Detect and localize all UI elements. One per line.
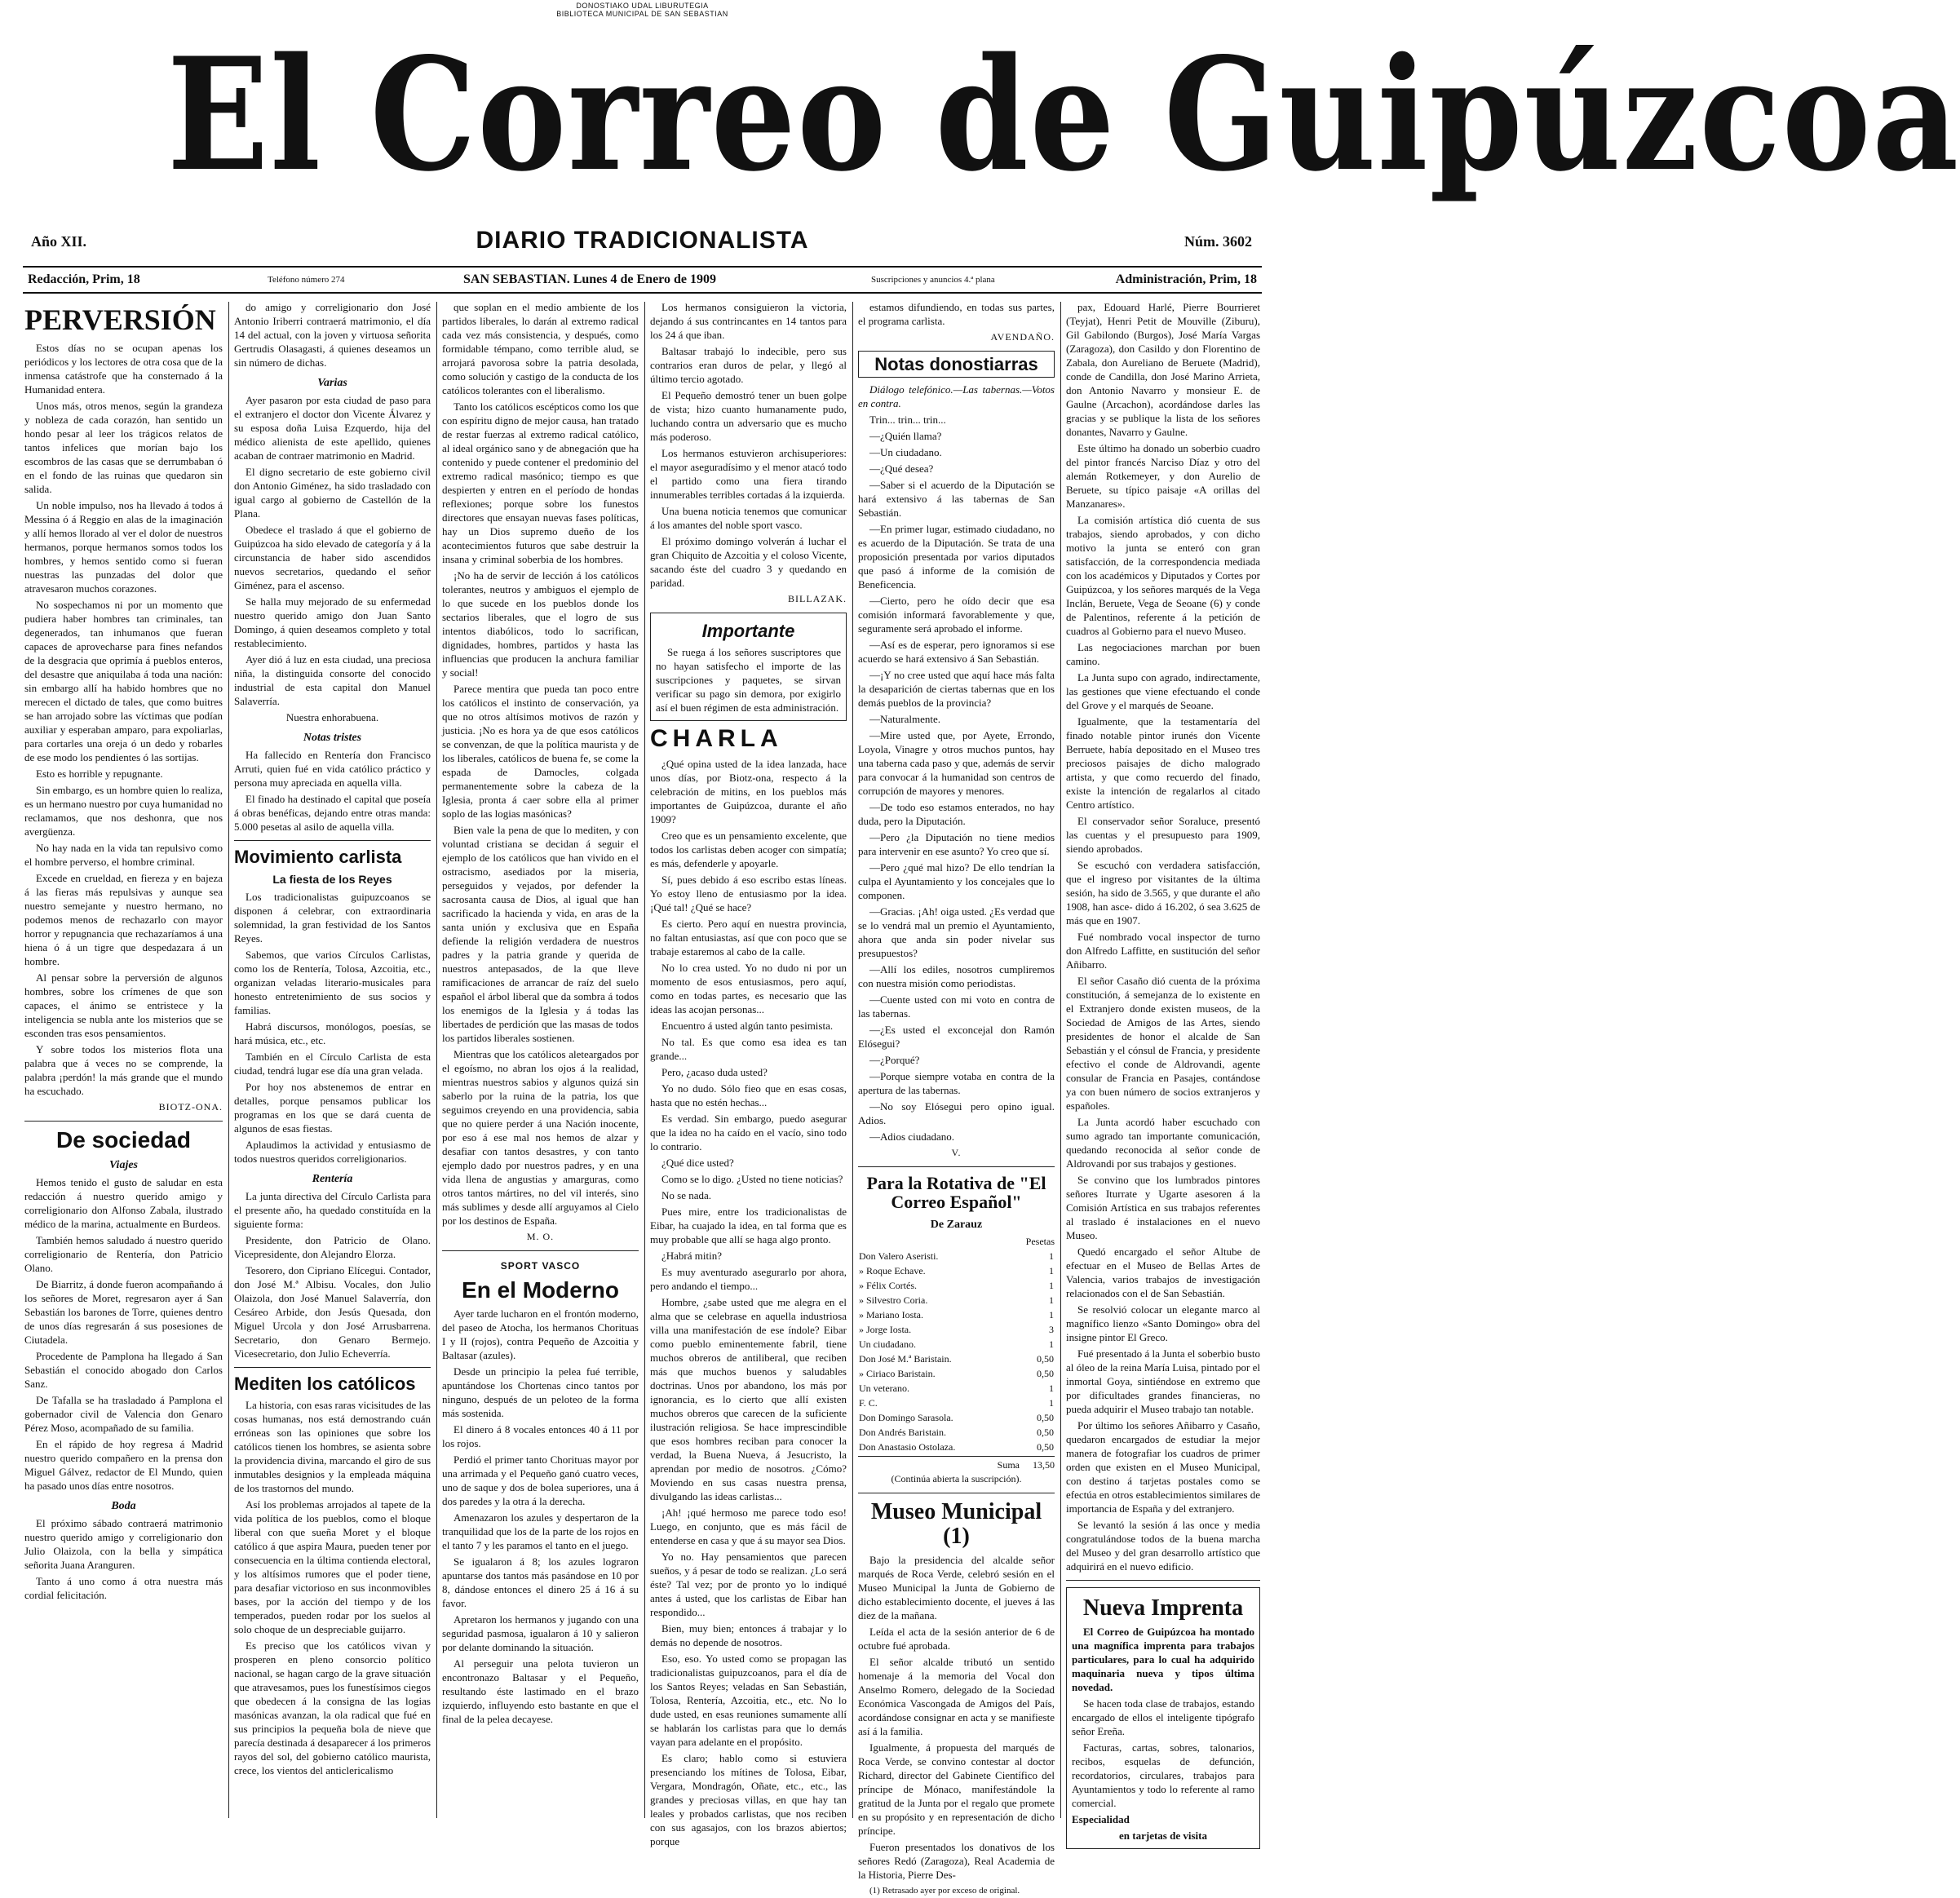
article-paragraph: La historia, con esas raras vicisitudes de las cosas humanas, nos está demostrando cuán erróneas son las opiniones que sobre los católicos tienen los hombres, se asienta sobre la providencia divina, marcando el giro de sus inmutables designios y la empleada máquina de los trastornos del mundo. — [234, 1399, 431, 1495]
article-paragraph: El conservador señor Soraluce, presentó las cuentas y el presupuesto para 1909, siendo aprobados. — [1066, 815, 1260, 855]
article-paragraph: —Cierto, pero he oído decir que esa comisión informará favorablemente y que, seguramente será aprobado el informe. — [858, 595, 1055, 635]
subscriber-name: Don Valero Aseristi. — [859, 1250, 939, 1263]
telephone: Teléfono número 274 — [268, 275, 345, 285]
article-paragraph: —¿Qué desea? — [869, 462, 934, 476]
article-paragraph: Los hermanos consiguieron la victoria, dejando á sus contrincantes en 14 tantos para los 24 á que iban. — [650, 301, 847, 341]
subsection-heading: Viajes — [108, 1159, 138, 1172]
subscriber-amount: 1 — [1049, 1265, 1054, 1277]
article-paragraph: Procedente de Pamplona ha llegado á San Sebastián el conocido abogado don Carlos Sanz. — [24, 1350, 223, 1391]
article-paragraph: Quedó encargado el señor Altube de efectuar en el Museo de Bellas Artes de Valencia, varios trabajos de investigación relacionados con el de San Sebastián. — [1066, 1245, 1260, 1299]
subscriber-amount: 1 — [1049, 1383, 1054, 1395]
museo-headline: Museo Municipal (1) — [870, 1499, 1042, 1549]
subtitle-line — [24, 222, 1260, 254]
column-rule — [1060, 302, 1061, 1818]
article-paragraph: El digno secretario de este gobierno civil don Antonio Giménez, ha sido trasladado con igual cargo al gobierno de Castellón de la Plana. — [234, 466, 431, 520]
article-paragraph: que soplan en el medio ambiente de los partidos liberales, lo darán al extremo radical cada vez más consistencia, y después, como formidable témpano, como terrible alud, se arrojará pavorosa sobre la patria desolada, como solución y castigo de la conducta de los católicos tolerantes con el liberalismo. — [442, 301, 639, 396]
article-signature: BIOTZ-ONA. — [158, 1100, 223, 1113]
subscription-row — [858, 1352, 1055, 1366]
subscription-row — [858, 1249, 1055, 1263]
article-paragraph: do amigo y correligionario don José Antonio Iriberri contraerá matrimonio, el día 14 del actual, con la joven y virtuosa señorita Gertrudis Olasagasti, á quienes deseamos un sin número de dichas. — [234, 301, 431, 369]
subscriber-name: » Mariano Iosta. — [859, 1309, 923, 1321]
article-paragraph: La comisión artística dió cuenta de sus trabajos, siendo aprobados, y con dicho motivo la junta se enteró con gran satisfacción, de la correspondencia mediada con los académicos y Diputados y Cortes por Guipúzcoa, y los señores marqués de la Vega Inclán, Beruete, Vega de Seoane (6) y conde de Palentinos, referente á la petición de cuadros al Gobierno para el nuevo Museo. — [1066, 514, 1260, 637]
article-paragraph: Una buena noticia tenemos que comunicar á los amantes del noble sport vasco. — [650, 505, 847, 531]
article-paragraph: Perdió el primer tanto Chorituas mayor por una arrimada y el Pequeño ganó cuatro veces, uno de saque y dos de bolea superiores, una á dos paredes y la otra á la derecha. — [442, 1453, 639, 1508]
column-4 — [650, 300, 847, 1847]
article-paragraph: ¿Habrá mitin? — [661, 1249, 722, 1262]
subsection-heading: Notas tristes — [303, 732, 362, 744]
article-paragraph: No tal. Es que como esa idea es tan grande... — [650, 1035, 847, 1062]
article-paragraph: —Porque siempre votaba en contra de la apertura de las tabernas. — [858, 1070, 1055, 1097]
article-paragraph: —Pero ¿qué mal hizo? De ello tendrían la culpa el Ayuntamiento y los concejales que lo componen. — [858, 861, 1055, 902]
info-bar — [23, 269, 1262, 290]
subscription-row — [858, 1396, 1055, 1410]
article-paragraph: —¿Porqué? — [869, 1054, 920, 1067]
article-paragraph: Hombre, ¿sabe usted que me alegra en el alma que se celebrase en aquella industriosa villa una manifestación de ese índole? Eibar como pueblo eminentemente fabril, tiene muchos obreros de antiliberal, que reciben más que muchos buenos y saludables doctrinas. Unos por abandono, los más por ignorancia, es lo cierto que allí existen muchos obreros que carecen de la suficiente ilustración religiosa. Se hace imprescindible que esos hombres reciban para conocer la verdad, la Buena Nueva, á Jesucristo, la aprendan por medio de nosotros. ¿Cómo? Moviendo en sus casas nuestra prensa, divulgando las ideas carlistas... — [650, 1295, 847, 1502]
article-paragraph: No se nada. — [661, 1188, 712, 1201]
subscription-row — [858, 1322, 1055, 1337]
subscription-row — [858, 1263, 1055, 1278]
article-paragraph: De Biarritz, á donde fueron acompañando á los señores de Moret, regresaron ayer á San Sebastián los barones de Torre, quienes dentro de unos días regresarán á sus posesiones de Ciutadela. — [24, 1278, 223, 1347]
article-paragraph: —Gracias. ¡Ah! oiga usted. ¿Es verdad que se lo vendrá mal un premio el Ayuntamiento, ahora que anda sin poder nivelar sus presupuestos? — [858, 905, 1055, 960]
subscriber-amount: 0,50 — [1037, 1368, 1054, 1380]
subscription-row — [858, 1366, 1055, 1381]
column-rule — [228, 302, 229, 1818]
perversion-headline: PERVERSIÓN — [24, 303, 216, 336]
article-paragraph: Ha fallecido en Rentería don Francisco Arruti, quien fué en vida católico práctico y persona muy apreciada en aquella villa. — [234, 749, 431, 789]
article-paragraph: Bajo la presidencia del alcalde señor marqués de Roca Verde, celebró sesión en el Museo Municipal la Junta de Gobierno de dicho establecimiento docente, el jueves á las diez de la mañana. — [858, 1554, 1055, 1622]
subscriber-amount: 1 — [1049, 1294, 1054, 1307]
subscription-row — [858, 1337, 1055, 1352]
subscriber-name: F. C. — [859, 1397, 878, 1409]
article-paragraph: Se escuchó con verdadera satisfacción, que el ingreso por visitantes de la última sesión, ha sido de 3.565, y que durante el año 1908, han asce- dido á 16.202, ó sea 3.625 de más que en 1907. — [1066, 859, 1260, 927]
moderno-headline: En el Moderno — [462, 1277, 619, 1303]
administracion-address: Administración, Prim, 18 — [1115, 272, 1257, 286]
year-label: Año XII. — [31, 233, 87, 250]
article-paragraph: Se hacen toda clase de trabajos, estando encargado de ellos el inteligente tipógrafo señor Ereña. — [1072, 1697, 1254, 1738]
article-paragraph: Apretaron los hermanos y jugando con una seguridad pasmosa, igualaron á 10 y salieron por delante dominando la situación. — [442, 1613, 639, 1654]
subsection-heading: Rentería — [312, 1173, 353, 1186]
article-signature: AVENDAÑO. — [990, 331, 1055, 343]
subscription-row — [858, 1278, 1055, 1293]
article-paragraph: Los tradicionalistas guipuzcoanos se disponen á celebrar, con extraordinaria solemnidad, la gran festividad de los Santos Reyes. — [234, 891, 431, 945]
masthead — [90, 23, 1960, 210]
article-paragraph: No sospechamos ni por un momento que pudiera haber hombres tan criminales, tan degenerados, tan inhumanos que fueran capaces de aprovecharse para fines nefandos de la desgracia que oprimía á pueblos enteros, del desastre que aniquilaba á toda una nación: sin embargo allí ha habido hombres que no merecen el dictado de tales, que como buitres se han arrojado sobre las víctimas que podían auxiliar y esperaban amparo, para expoliarlas, para cortarles una oreja ó un dedo y robarles de ese modo los pendientes ó las sortijas. — [24, 598, 223, 763]
article-paragraph: Mientras que los católicos aleteargados por el egoísmo, no abran los ojos á la realidad, mientras nuestros sabios y algunos quizá sin saberlo por la ruina de la patria, los que seguimos creyendo en una providencia, sabia que no quiere perder á una Nación inocente, por eso á ese mal nos hemos de alzar y desafiar con tantos desastres, y con tanto ejemplo dado por nuestros padres, y en una vida llena de angustias y amarguras, como otros tantos mártires, no del vil interés, sino más sublimes y desde allí arguyamos al Cielo por los destinos de España. — [442, 1048, 639, 1227]
top-rule — [23, 266, 1262, 268]
subscriber-name: » Félix Cortés. — [859, 1280, 917, 1292]
article-paragraph: Tanto á uno como á otra nuestra más cordial felicitación. — [24, 1575, 223, 1602]
article-paragraph: Presidente, don Patricio de Olano. Vicepresidente, don Alejandro Elorza. — [234, 1234, 431, 1261]
article-paragraph: —Allí los ediles, nosotros cumpliremos con nuestra misión como periodistas. — [858, 963, 1055, 990]
subscriber-name: » Silvestro Coria. — [859, 1294, 928, 1307]
currency-label: Pesetas — [1025, 1236, 1055, 1248]
article-paragraph: Al pensar sobre la perversión de algunos hombres, sobre los crímenes de que son capaces, el ánimo se entristece y la inteligencia se nubla ante los misterios que se esconden tras esos pensamientos. — [24, 971, 223, 1039]
article-paragraph: —Naturalmente. — [869, 713, 940, 726]
article-paragraph: Se resolvió colocar un elegante marco al magnífico lienzo «Santo Domingo» obra del insigne pintor El Greco. — [1066, 1303, 1260, 1343]
provenance-stamp — [0, 2, 1285, 18]
notas-headline: Notas donostiarras — [874, 354, 1038, 374]
subscription-row — [858, 1410, 1055, 1425]
article-paragraph: El Correo de Guipúzcoa ha montado una magnífica imprenta para trabajos particulares, para lo cual ha adquirido maquinaria nueva y tipos última novedad. — [1072, 1626, 1254, 1694]
subscription-row — [858, 1307, 1055, 1322]
notas-title-box — [858, 351, 1055, 378]
article-paragraph: Por último los señores Añibarro y Casaño, quedaron encargados de estudiar la mejor manera de fotografiar los cuadros de primer orden que existen en el Museo Municipal, con destino á tarjetas postales como se efectúa en otros establecimientos similares de importancia de España y del extranjero. — [1066, 1419, 1260, 1515]
article-paragraph: Fué presentado á la Junta el soberbio busto al óleo de la reina María Luisa, pintado por el inmortal Goya, sintiéndose en extremo que por dificultades grandes financieras, no pueda adquirir el Museo trabajo tan notable. — [1066, 1347, 1260, 1415]
article-signature: V. — [951, 1147, 962, 1159]
article-paragraph: La Junta supo con agrado, indirectamente, las gestiones que viene efectuando el conde del Grove y el marqués de Seoane. — [1066, 671, 1260, 711]
subscriber-name: » Ciriaco Baristain. — [859, 1368, 936, 1380]
column-rule — [644, 302, 645, 1818]
article-paragraph: No hay nada en la vida tan repulsivo como el hombre perverso, el hombre criminal. — [24, 841, 223, 868]
subscriber-name: Un veterano. — [859, 1383, 909, 1395]
article-paragraph: Un noble impulso, nos ha llevado á todos á Messina ó á Reggio en alas de la imaginación y allí hemos llorado al ver el dolor de nuestros hermanos, porque hermanos somos todos los hombres, y hemos sentido como si fueran nuestras las punzadas del dolor que atravesaron muchos corazones. — [24, 498, 223, 595]
article-paragraph: —Así es de esperar, pero ignoramos si ese acuerdo se hará extensivo á San Sebastián. — [858, 639, 1055, 666]
section-divider — [234, 1367, 431, 1368]
subscriber-name: Don Anastasio Ostolaza. — [859, 1441, 956, 1453]
article-paragraph: —Un ciudadano. — [869, 446, 942, 459]
article-paragraph: —En primer lugar, estimado ciudadano, no es acuerdo de la Diputación. Se trata de una proposición presentada por varios diputados que pasó á informe de la comisión de Beneficencia. — [858, 523, 1055, 591]
article-paragraph: Se igualaron á 8; los azules lograron apuntarse dos tantos más pasándose en 10 por 8, dándose entonces el dinero 25 á 16 á su favor. — [442, 1555, 639, 1610]
article-paragraph: —¡Y no cree usted que aquí hace más falta la desaparición de ciertas tabernas que en los demás pueblos de la provincia? — [858, 669, 1055, 710]
article-paragraph: Igualmente, á propuesta del marqués de Roca Verde, se convino contestar al doctor Richard, director del Gabinete Científico del príncipe de Mónaco, manifestándole la gratitud de la Junta por el regalo que promete en su propósito y en representación de dicho príncipe. — [858, 1741, 1055, 1838]
article-paragraph: Como se lo digo. ¿Usted no tiene noticias? — [661, 1172, 843, 1185]
subscriber-amount: 1 — [1049, 1338, 1054, 1351]
article-paragraph: Amenazaron los azules y despertaron de la tranquilidad que los de la parte de los rojos en el tanto 7 y les paramos el tanto en el juego. — [442, 1511, 639, 1552]
article-signature: M. O. — [526, 1231, 555, 1242]
subscriber-name: » Roque Echave. — [859, 1265, 926, 1277]
article-paragraph: El próximo sábado contraerá matrimonio nuestro querido amigo y correligionario don Julio Olaizola, con la bella y simpática señorita Juana Aranguren. — [24, 1517, 223, 1572]
subsection-heading: De Zarauz — [930, 1219, 983, 1232]
article-paragraph: Especialidad — [1072, 1813, 1130, 1826]
article-paragraph: El señor Casaño dió cuenta de la próxima constitución, á semejanza de lo existente en el Extranjero donde existen museos, de la Sociedad de Amigos de las Artes, siendo presidentes de honor el alcalde de San Sebastián y el cónsul de Francia, y presidente efectivo el conde de Aldrovandi, agente consular de Francia en Pasajes, contándose ya con buen número de socios extranjeros y españoles. — [1066, 975, 1260, 1112]
subscriber-amount: 3 — [1049, 1324, 1054, 1336]
article-paragraph: Por hoy nos abstenemos de entrar en detalles, porque pensamos publicar los programas en los que se dará cuenta de algunos de esas fiestas. — [234, 1081, 431, 1135]
redaccion-address: Redacción, Prim, 18 — [28, 272, 140, 286]
article-paragraph: Desde un principio la pelea fué terrible, apuntándose los Chortenas cinco tantos por ninguno, después de un peloteo de la forma más sostenida. — [442, 1365, 639, 1420]
section-kicker: SPORT VASCO — [500, 1260, 581, 1272]
article-signature: BILLAZAK. — [788, 593, 847, 604]
column-3 — [442, 300, 639, 1820]
article-paragraph: ¿Qué opina usted de la idea lanzada, hace unos días, por Biotz-ona, respecto á la celebración de mitins, en los pueblos más importantes de Guipúzcoa, durante el año 1909? — [650, 757, 847, 825]
imprenta-headline: Nueva Imprenta — [1082, 1595, 1244, 1621]
subscription-total — [858, 1456, 1055, 1472]
article-paragraph: Se convino que los lumbrados pintores señores Iturrate y Ugarte asesoren á la Comisión Artística en sus trabajos referentes al traslado é instalaciones en el nuevo Museo. — [1066, 1174, 1260, 1241]
article-paragraph: El dinero á 8 vocales entonces 40 á 11 por los rojos. — [442, 1423, 639, 1450]
charla-headline: CHARLA — [650, 725, 783, 753]
subscription-table — [858, 1249, 1055, 1454]
subscriber-name: » Jorge Iosta. — [859, 1324, 912, 1336]
article-paragraph: Obedece el traslado á que el gobierno de Guipúzcoa ha sido elevado de categoría y á la circunstancia de haber sido ascendidos nuevos secretarios, quedando el señor Giménez, para el ascenso. — [234, 524, 431, 591]
article-paragraph: ¡No ha de servir de lección á los católicos tolerantes, neutros y ambiguos el ejemplo de lo que sucede en los pueblos donde los sectarios liberales, que el logro de sus intentos diabólicos, todo lo sacrifican, dignidades, hombres, partidos y hasta las influencias que producen la anchura familiar y social! — [442, 569, 639, 679]
issue-date: SAN SEBASTIAN. Lunes 4 de Enero de 1909 — [463, 272, 716, 286]
subscription-row — [858, 1293, 1055, 1307]
article-paragraph: Se ruega á los señores suscriptores que no hayan satisfecho el importe de las suscripciones y paquetes, se sirvan verificar su pago sin demora, por exigirlo así el buen régimen de esta administración. — [656, 646, 841, 715]
article-paragraph: —De todo eso estamos enterados, no hay duda, pero la Diputación. — [858, 801, 1055, 828]
article-paragraph: Esto es horrible y repugnante. — [36, 767, 163, 780]
column-rule — [436, 302, 437, 1818]
article-paragraph: Hemos tenido el gusto de saludar en esta redacción á nuestro querido amigo y correligionario don Alfonso Zabala, ilustrado médico de la marina, actualmente en Burdeos. — [24, 1176, 223, 1231]
rotativa-headline: Para la Rotativa de "El Correo Español" — [866, 1173, 1046, 1213]
article-paragraph: Bien, muy bien; entonces á trabajar y lo demás no depende de nosotros. — [650, 1621, 847, 1648]
article-paragraph: La Junta acordó haber escuchado con sumo agrado tan importante comunicación, quedando reconocida al señor conde de Aldrovandi por sus trabajos y gestiones. — [1066, 1116, 1260, 1170]
article-paragraph: ¿Qué dice usted? — [661, 1156, 734, 1169]
subscriber-amount: 1 — [1049, 1250, 1054, 1263]
article-paragraph: estamos difundiendo, en todas sus partes, el programa carlista. — [858, 301, 1055, 327]
article-paragraph: Facturas, cartas, sobres, talonarios, recibos, esquelas de defunción, recordatorios, circulares, trabajos para Ayuntamientos y todo lo referente al ramo comercial. — [1072, 1741, 1254, 1810]
subscriber-amount: 1 — [1049, 1280, 1054, 1292]
subsection-heading: Varias — [317, 377, 347, 389]
column-6 — [1066, 300, 1260, 1843]
article-paragraph: Parece mentira que pueda tan poco entre los católicos el instinto de conservación, ya que no otros altísimos motivos de razón y justicia. ¡No es hora ya de que esos católicos se convenzan, de que la política maurista y de los liberales, católicos de buena fe, se come la espada de Damocles, colgada permanentemente sobre la cabeza de la Iglesia, pronta á caer sobre ella al primer soplo de las logias masónicas? — [442, 683, 639, 820]
subscription-row — [858, 1425, 1055, 1440]
importante-notice — [650, 613, 847, 721]
article-paragraph: Los hermanos estuvieron archisuperiores: el mayor aseguradísimo y el menor atacó todo el partido como una fiera tirando innumerables terribles cortadas á la izquierda. — [650, 447, 847, 501]
footnote: (1) Retrasado ayer por exceso de original. — [869, 1886, 1020, 1896]
article-paragraph: Es verdad. Sin embargo, puedo asegurar que la idea no ha caído en el vacío, sino todo lo contrario. — [650, 1112, 847, 1153]
article-paragraph: Tesorero, don Cipriano Elícegui. Contador, don José M.ª Albisu. Vocales, don Julio Olaizola, don José Manuel Salaverría, don Cesáreo Arbide, don Jesús Quesada, don Miguel Urcola y don José Arrusbarrena. Secretario, don Genaro Bermejo. Vicesecretario, don Julio Echeverría. — [234, 1264, 431, 1360]
subsection-heading: Boda — [111, 1500, 136, 1513]
article-paragraph: en tarjetas de visita — [1119, 1829, 1207, 1843]
article-paragraph: Pero, ¿acaso duda usted? — [661, 1065, 768, 1078]
article-paragraph: Creo que es un pensamiento excelente, que todos los carlistas deben acoger con simpatía; es más, defenderle y apoyarle. — [650, 829, 847, 869]
article-paragraph: Eso, eso. Yo usted como se propagan las tradicionalistas guipuzcoanos, para el día de los Santos Reyes; veladas en San Sebastián, Tolosa, Rentería, Azcoitia, etc., etc. No lo dude usted, en esas reuniones sumamente allí se hablarán los carlistas para que lo demás vayan para adelante en el propósito. — [650, 1652, 847, 1748]
subsection-heading: La fiesta de los Reyes — [272, 873, 392, 887]
imprenta-ad — [1066, 1587, 1260, 1849]
info-rule — [23, 292, 1262, 294]
article-paragraph: Se halla muy mejorado de su enfermedad nuestro querido amigo don Juan Santo Domingo, á quien deseamos completo y total restablecimiento. — [234, 595, 431, 649]
article-paragraph: Es muy aventurado asegurarlo por ahora, pero andando el tiempo... — [650, 1265, 847, 1292]
column-5 — [858, 300, 1055, 1896]
article-paragraph: Al perseguir una pelota tuvieron un encontronazo Baltasar y el Pequeño, resultando éste lastimado en el brazo izquierdo, influyendo esto bastante en que el final de la pelea decayese. — [442, 1657, 639, 1726]
article-paragraph: También hemos saludado á nuestro querido correligionario de Rentería, don Patricio Olano. — [24, 1234, 223, 1275]
article-paragraph: Encuentro á usted algún tanto pesimista. — [661, 1019, 834, 1032]
subscriptions-note: Suscripciones y anuncios 4.ª plana — [871, 275, 995, 285]
article-paragraph: Las negociaciones marchan por buen camino. — [1066, 641, 1260, 667]
article-paragraph: Habrá discursos, monólogos, poesías, se hará música, etc., etc. — [234, 1020, 431, 1047]
article-paragraph: Diálogo telefónico.—Las tabernas.—Votos en contra. — [858, 383, 1055, 410]
article-paragraph: Baltasar trabajó lo indecible, pero sus contrarios eran duros de pelar, y llegó al último tercio agotado. — [650, 345, 847, 385]
mediten-headline: Mediten los católicos — [234, 1374, 416, 1395]
subscription-row — [858, 1381, 1055, 1396]
article-paragraph: Es preciso que los católicos vivan y prosperen en pleno consorcio político nacional, se hagan cargo de la grave situación que atravesamos, pues los funestísimos ciegos que obedecen á la consigna de las logias masónicas avanzan, la ola radical que fué en sus principios la pequeña bola de nieve que parecía destinada á desaparecer á los primeros rayos del sol, del gobierno católico maurista, crece, los vientos del anticlericalismo — [234, 1639, 431, 1777]
article-paragraph: ¡Ah! ¡qué hermoso me parece todo eso! Luego, en conjunto, que es más fácil de entenderse en casa y que á su mayor sea Dios. — [650, 1506, 847, 1546]
column-2 — [234, 300, 431, 1820]
sum-value: 13,50 — [1033, 1459, 1055, 1471]
article-paragraph: Excede en crueldad, en fiereza y en bajeza á las fieras más repulsivas y aunque sea nuestro semejante y nuestro hermano, no podemos menos de rechazarlo con mayor horror y repugnancia que rechazaríamos á una hiena ó á un tigre que despedazara á un hombre. — [24, 871, 223, 967]
section-divider — [24, 1121, 223, 1122]
article-paragraph: También en el Círculo Carlista de esta ciudad, tendrá lugar ese día una gran velada. — [234, 1051, 431, 1077]
article-paragraph: Pues mire, entre los tradicionalistas de Eibar, ha cuajado la idea, en tal forma que es muy probable que allí se haga algo pronto. — [650, 1205, 847, 1245]
subscriber-amount: 0,50 — [1037, 1412, 1054, 1424]
subscriber-amount: 0,50 — [1037, 1353, 1054, 1365]
article-paragraph: Ayer tarde lucharon en el frontón moderno, del paseo de Atocha, los hermanos Chorituas I y II (rojos), contra Pequeño de Azcoitia y Baltasar (azules). — [442, 1307, 639, 1362]
newspaper-kind: DIARIO TRADICIONALISTA — [476, 227, 809, 254]
article-paragraph: —Mire usted que, por Ayete, Errondo, Loyola, Vinagre y otros muchos puntos, hay una taberna cada paso y que, además de servir para convocar á la humanidad son centros de corrupción de mayores y menores. — [858, 729, 1055, 798]
section-divider — [442, 1250, 639, 1251]
article-paragraph: Sí, pues debido á eso escribo estas líneas. Yo estoy lleno de entusiasmo por la idea. ¡Qué tal! ¿Qué se hace? — [650, 873, 847, 914]
subscriber-amount: 0,50 — [1037, 1441, 1054, 1453]
article-paragraph: —Pero ¿la Diputación no tiene medios para intervenir en ese asunto? Yo creo que sí. — [858, 831, 1055, 858]
article-paragraph: El próximo domingo volverán á luchar el gran Chiquito de Azcoitia y el coloso Vicente, sacando éste del cuadro 3 y quedando en paridad. — [650, 535, 847, 589]
provenance-line: DONOSTIAKO UDAL LIBURUTEGIA — [576, 2, 709, 10]
section-divider — [234, 840, 431, 841]
subscriber-name: Don Andrés Baristain. — [859, 1427, 946, 1439]
article-paragraph: Nuestra enhorabuena. — [285, 711, 379, 723]
subscriber-amount: 0,50 — [1037, 1427, 1054, 1439]
article-paragraph: En el rápido de hoy regresa á Madrid nuestro querido compañero en la prensa don Miguel Gálvez, redactor de El Mundo, quien ha pasado unos días entre nosotros. — [24, 1438, 223, 1493]
article-paragraph: Sin embargo, es un hombre quien lo realiza, es un hermano nuestro por cuya humanidad no reclamamos, que nos deshonra, que nos avergüenza. — [24, 783, 223, 838]
article-paragraph: —¿Quién llama? — [869, 430, 942, 443]
subscriber-name: Don Domingo Sarasola. — [859, 1412, 953, 1424]
article-paragraph: —Cuente usted con mi voto en contra de las tabernas. — [858, 993, 1055, 1020]
article-paragraph: Y sobre todos los misterios flota una palabra que á veces no se comprende, la palabra ¡perdón! la más grande que el mundo ha escuchado. — [24, 1042, 223, 1097]
article-paragraph: Unos más, otros menos, según la grandeza y nobleza de cada corazón, han sentido un hondo pesar al leer los trágicos relatos de tantos infelices que morían bajo los escombros de las casas que se derrumbaban ó en el fondo de las ruinas que quedaron sin salida. — [24, 399, 223, 495]
section-divider — [1066, 1580, 1260, 1581]
article-paragraph: Sabemos, que varios Círculos Carlistas, como los de Rentería, Tolosa, Azcoitia, etc., organizan veladas literario-musicales para honesto entretenimiento de sus socios y familias. — [234, 949, 431, 1017]
article-paragraph: La junta directiva del Círculo Carlista para el presente año, ha quedado constituída en la siguiente forma: — [234, 1190, 431, 1231]
newspaper-title: El Correo de Guipúzcoa — [166, 24, 1960, 206]
article-paragraph: —Adios ciudadano. — [869, 1130, 954, 1144]
article-paragraph: —No soy Elósegui pero opino igual. Adios. — [858, 1100, 1055, 1127]
movimiento-headline: Movimiento carlista — [234, 847, 402, 867]
section-divider — [858, 1166, 1055, 1167]
subscriber-name: Don José M.ª Baristain. — [859, 1353, 952, 1365]
article-paragraph: Se levantó la sesión á las once y media congratulándose todos de la buena marcha del Museo y del gran desarrollo artístico que adquirirá en el nuevo edificio. — [1066, 1519, 1260, 1573]
article-paragraph: De Tafalla se ha trasladado á Pamplona el gobernador civil de Valencia don Genaro Pérez Moso, acompañado de su familia. — [24, 1394, 223, 1435]
article-paragraph: El Pequeño demostró tener un buen golpe de vista; hizo cuanto humanamente pudo, luchando contra un adversario que es mucho más poderoso. — [650, 389, 847, 443]
subscriber-amount: 1 — [1049, 1309, 1054, 1321]
subscriber-amount: 1 — [1049, 1397, 1054, 1409]
article-paragraph: El finado ha destinado el capital que poseía á obras benéficas, dejando entre otras manda: 5.000 pesetas al asilo de aquella villa. — [234, 793, 431, 833]
issue-number: Núm. 3602 — [1184, 233, 1252, 250]
subscriber-name: Un ciudadano. — [859, 1338, 916, 1351]
article-paragraph: —¿Es usted el exconcejal don Ramón Elósegui? — [858, 1024, 1055, 1051]
provenance-line: BIBLIOTECA MUNICIPAL DE SAN SEBASTIAN — [556, 10, 728, 18]
article-paragraph: Trin... trin... trin... — [869, 414, 946, 427]
subscription-note: (Continúa abierta la suscripción). — [891, 1473, 1022, 1485]
article-paragraph: Aplaudimos la actividad y entusiasmo de todos nuestros queridos correligionarios. — [234, 1139, 431, 1166]
sum-label: Suma — [997, 1459, 1020, 1471]
article-paragraph: Bien vale la pena de que lo mediten, y con voluntad cristiana se decidan á seguir el ejemplo de los católicos que han vivido en el ostracismo, asediados por la miseria, perseguidos y vejados, por defender la sacrosanta causa de Dios, al igual que han sacrificado la hacienda y vida, en aras de la santa unión y exclusiva que en España defiende la religión verdadera de nuestros padres y la patria grande y querida de nuestros antepasados, de la que lleve ramificaciones de arrancar de raíz del suelo español el árbol liberal que da sombra á todos los enemigos de la Iglesia y á todas las libertades de perdición que las masas de todos los partidos liberales sostienen. — [442, 824, 639, 1044]
article-paragraph: Fueron presentados los donativos de los señores Redó (Zaragoza), Real Academia de la Historia, Pierre Des- — [858, 1841, 1055, 1882]
article-paragraph: El señor alcalde tributó un sentido homenaje á la memoria del Vocal don Anselmo Romero, delegado de la Sociedad Económica Vascongada de Amigos del País, acordándose consignar en acta y se manifieste así á la familia. — [858, 1656, 1055, 1738]
article-paragraph: —Saber si el acuerdo de la Diputación se hará extensivo á las tabernas de San Sebastián. — [858, 479, 1055, 520]
sociedad-headline: De sociedad — [56, 1126, 191, 1153]
article-paragraph: Ayer dió á luz en esta ciudad, una preciosa niña, la distinguida consorte del conocido industrial de esta capital don Manuel Salaverría. — [234, 653, 431, 707]
article-paragraph: Tanto los católicos escépticos como los que con espíritu digno de mejor causa, han tratado de restar fuerzas al extremo radical católico, al ideal orgánico sano y de abnegación que ha contenido y puede contener el predominio del extremo radical masónico; tiempo es que despierten y entren en el período de hondas reflexiones; porque sobre los funestos directores que ensayan nuevas fases políticas, hay un Dios supremo dueño de los acontecimientos futuros que sabe destruir la insana y criminal soberbia de los hombres. — [442, 400, 639, 565]
article-paragraph: Ayer pasaron por esta ciudad de paso para el extranjero el doctor don Vicente Álvarez y su esposa doña Luisa Ezquerdo, hija del médico alienista de este apellido, quienes acaban de contraer matrimonio en Madrid. — [234, 394, 431, 462]
article-paragraph: Fué nombrado vocal inspector de turno don Alfredo Laffitte, en sustitución del señor Añibarro. — [1066, 931, 1260, 971]
subscription-row — [858, 1440, 1055, 1454]
article-paragraph: Este último ha donado un soberbio cuadro del pintor francés Narciso Díaz y otro del alemán Rotkemeyer, y don Aurelio de Beruete, su típico paisaje «A orillas del Manzanares». — [1066, 442, 1260, 510]
article-paragraph: Yo no. Hay pensamientos que parecen sueños, y á pesar de todo se realizan. ¿Lo será éste? Tal vez; por de pronto yo lo indiqué antes á usted, que los carlistas de Eibar han respondido... — [650, 1550, 847, 1618]
article-paragraph: Estos días no se ocupan apenas los periódicos y los lectores de otra cosa que de la inmensa catástrofe que ha consternado á la Humanidad entera. — [24, 341, 223, 396]
column-1 — [24, 300, 223, 1820]
article-paragraph: Es cierto. Pero aquí en nuestra provincia, no faltan entusiastas, así que con poco que se trabaje estaremos al cabo de la calle. — [650, 917, 847, 958]
article-paragraph: No lo crea usted. Yo no dudo ni por un momento de esos entusiasmos, pero aquí, como en todas partes, es necesario que las ideas las acojan personas... — [650, 961, 847, 1015]
article-paragraph: Así los problemas arrojados al tapete de la vida política de los pueblos, como el bloque liberal con que sueña Moret y el bloque católico á que aspira Maura, pueden tener por consecuencia en la última contienda electoral, y los altísimos rumores que el poder tiene, para desafiar victorioso en sus inconmovibles bases, por la acción del tiempo y de los temperados, pueden rodar por los suelos al solo choque de un despreciable guijarro. — [234, 1498, 431, 1636]
importante-headline: Importante — [701, 621, 795, 641]
article-paragraph: Yo no dudo. Sólo fieo que en esas cosas, hasta que no estén hechas... — [650, 1082, 847, 1108]
article-paragraph: Leída el acta de la sesión anterior de 6 de octubre fué aprobada. — [858, 1626, 1055, 1652]
article-paragraph: Es claro; hablo como si estuviera presenciando los mítines de Tolosa, Eibar, Vergara, Mondragón, Oñate, etc., etc., las grandes y preciosas villas, en que hay tan leales y probados carlistas, que nos reciben con sus agasajos, con los brazos abiertos; porque — [650, 1751, 847, 1847]
article-paragraph: pax, Edouard Harlé, Pierre Bourrieret (Teyjat), Henri Petit de Mouville (Ziburu), Gil Gabilondo (Burgos), José María Vargas (Zaragoza), don Casildo y don Florentino de Zabala, don Aureliano de Beruete (Madrid), conde de Candilla, don José Marino Arrieta, don Antonio Navarro y monsieur E. de Gaulne (Arcachon), acordándose darles las gracias y se publique la lista de los señores donantes, Navarro y Gaulne. — [1066, 301, 1260, 438]
article-paragraph: Igualmente, que la testamentaría del finado notable pintor irunés don Vicente Berruete, había depositado en el Museo tres preciosos paisajes de dicho malogrado artista, y que como recuerdo del finado, existe la intención de regalarlos al citado Centro artístico. — [1066, 715, 1260, 811]
column-rule — [852, 302, 853, 1818]
